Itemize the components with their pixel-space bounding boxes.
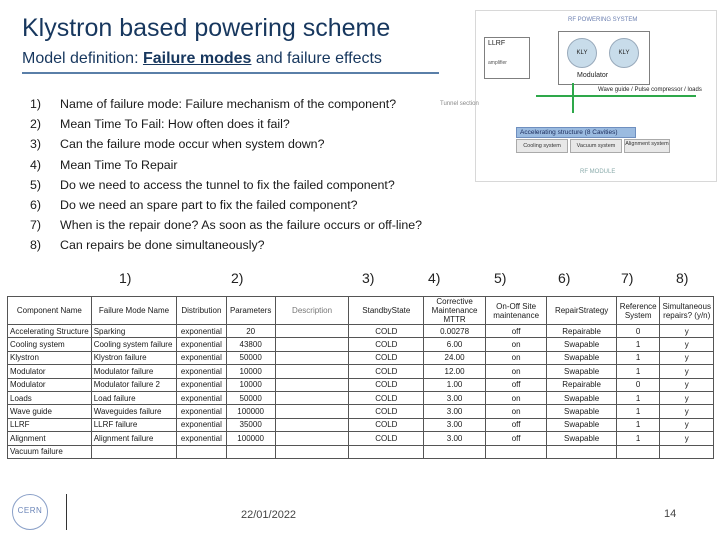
table-cell: Klystron [8,351,92,364]
column-header: RepairStrategy [547,297,616,325]
waveguide-label: Wave guide / Pulse compressor / loads [598,87,702,93]
table-cell: Accelerating Structure [8,325,92,338]
table-cell: 100000 [226,405,275,418]
table-cell: exponential [177,378,226,391]
table-cell [349,445,424,458]
table-cell: off [485,418,547,431]
table-cell [275,432,349,445]
table-cell: COLD [349,405,424,418]
question-item [30,235,422,255]
table-cell: 35000 [226,418,275,431]
column-number: 8) [676,270,689,286]
column-number: 2) [231,270,244,286]
table-cell: exponential [177,405,226,418]
table-cell: Swapable [547,365,616,378]
table-cell: 10000 [226,378,275,391]
table-cell [424,445,486,458]
table-cell [275,378,349,391]
accelerating-structure-bar: Accelerating structure (8 Cavities) [516,127,636,138]
table-cell: 24.00 [424,351,486,364]
question-number: 5) [30,177,42,192]
column-header: Description [275,297,349,325]
table-header-row [8,297,714,325]
rf-line-vertical [572,83,574,113]
table-row [8,405,714,418]
table-cell: Swapable [547,405,616,418]
table-cell: Waveguides failure [91,405,177,418]
table-cell: exponential [177,418,226,431]
column-header: Corrective Maintenance MTTR [424,297,486,325]
table-cell: 1 [616,351,660,364]
question-number: 7) [30,218,42,233]
diagram-top-label: RF POWERING SYSTEM [568,17,638,23]
table-cell [275,338,349,351]
table-cell: COLD [349,325,424,338]
table-cell [660,445,714,458]
question-item [30,94,422,114]
column-header: Reference System [616,297,660,325]
cern-logo-text: CERN [17,506,43,515]
diagram-bottom-label: RF MODULE [580,169,616,175]
table-cell: 3.00 [424,432,486,445]
question-item [30,155,422,175]
column-number: 5) [494,270,507,286]
table-cell: Repairable [547,325,616,338]
table-cell: 1 [616,418,660,431]
table-cell: COLD [349,432,424,445]
table-cell: Cooling system [8,338,92,351]
table-cell: Vacuum failure [8,445,92,458]
table-cell: Alignment failure [91,432,177,445]
table-cell: COLD [349,391,424,404]
table-cell: Swapable [547,391,616,404]
table-cell: Sparking [91,325,177,338]
table-row [8,351,714,364]
table-cell: on [485,338,547,351]
table-cell: Swapable [547,432,616,445]
table-cell: COLD [349,351,424,364]
column-header: Distribution [177,297,226,325]
table-row [8,338,714,351]
question-item [30,215,422,235]
table-cell: Modulator failure [91,365,177,378]
column-number: 6) [558,270,571,286]
table-cell: 1.00 [424,378,486,391]
table-cell [275,418,349,431]
table-row [8,445,714,458]
table-cell: 3.00 [424,418,486,431]
table-cell [616,445,660,458]
table-cell: y [660,325,714,338]
table-cell: off [485,432,547,445]
slide-date: 22/01/2022 [241,509,297,521]
question-text: Mean Time To Repair [60,157,178,172]
table-row [8,378,714,391]
column-number: 1) [119,270,132,286]
table-cell: COLD [349,338,424,351]
table-cell: 1 [616,365,660,378]
subtitle-underline [22,72,439,74]
table-row [8,432,714,445]
table-cell [275,325,349,338]
table-cell [177,445,226,458]
table-cell: 100000 [226,432,275,445]
table-cell: off [485,378,547,391]
table-cell: on [485,365,547,378]
klystron-2: KLY [609,38,639,68]
modulator-label: Modulator [577,72,609,79]
table-body [8,325,714,459]
question-text: Do we need an spare part to fix the failed component? [60,197,358,212]
table-cell: on [485,351,547,364]
table-cell: Alignment [8,432,92,445]
subtitle-highlight: Failure modes [142,50,252,67]
column-header: Simultaneous repairs? (y/n) [660,297,714,325]
table-row [8,391,714,404]
question-number: 8) [30,238,42,253]
table-cell: exponential [177,351,226,364]
question-item [30,114,422,134]
table-row [8,325,714,338]
subtitle-suffix: and failure effects [251,50,382,67]
question-text: Name of failure mode: Failure mechanism of the component? [60,97,397,111]
table-cell [275,365,349,378]
table-cell: exponential [177,432,226,445]
table-cell: COLD [349,378,424,391]
table-cell: Modulator [8,365,92,378]
table-cell: on [485,405,547,418]
rf-powering-diagram [440,10,717,182]
table-cell: Swapable [547,418,616,431]
llrf-sub-label: amplifier [488,60,507,66]
table-cell [91,445,177,458]
alignment-system-cell: Alignment system [624,139,670,153]
page-number: 14 [664,508,677,520]
table-cell: y [660,378,714,391]
table-cell: exponential [177,325,226,338]
table-cell: 10000 [226,365,275,378]
table-cell: y [660,365,714,378]
table-cell [275,391,349,404]
slide-subtitle [22,50,382,68]
table-cell [275,351,349,364]
table-cell: 1 [616,405,660,418]
table-cell: Modulator failure 2 [91,378,177,391]
table-cell: on [485,391,547,404]
table-cell: y [660,391,714,404]
table-cell: y [660,418,714,431]
table-cell: exponential [177,365,226,378]
table-cell [485,445,547,458]
table-cell: off [485,325,547,338]
table-cell: Loads [8,391,92,404]
table-cell [226,445,275,458]
tunnel-label: Tunnel section [440,101,479,107]
table-cell: 0 [616,378,660,391]
table-cell: 50000 [226,391,275,404]
table-cell: 43800 [226,338,275,351]
table-cell: 3.00 [424,391,486,404]
cooling-system-cell: Cooling system [516,139,568,153]
table-cell: 6.00 [424,338,486,351]
table-cell: COLD [349,365,424,378]
column-number: 4) [428,270,441,286]
table-cell: 1 [616,338,660,351]
llrf-label: LLRF [488,40,506,47]
table-cell: 1 [616,432,660,445]
rf-line-horizontal [536,95,696,97]
table-cell: Wave guide [8,405,92,418]
column-header: Failure Mode Name [91,297,177,325]
question-item [30,195,422,215]
footer-divider [66,494,67,530]
klystron-1: KLY [567,38,597,68]
table-cell: Repairable [547,378,616,391]
modulator-box [558,31,650,85]
question-text: Can repairs be done simultaneously? [60,238,265,253]
question-text: When is the repair done? As soon as the failure occurs or off-line? [60,218,423,233]
table-cell [275,445,349,458]
question-number: 6) [30,197,42,212]
table-cell: Cooling system failure [91,338,177,351]
column-number: 3) [362,270,375,286]
question-text: Can the failure mode occur when system down? [60,137,325,152]
table-row [8,418,714,431]
question-number: 4) [30,157,42,172]
column-number: 7) [621,270,634,286]
table-cell: 0 [616,325,660,338]
table-cell: 0.00278 [424,325,486,338]
table-cell: Klystron failure [91,351,177,364]
table-cell: LLRF [8,418,92,431]
table-cell [275,405,349,418]
question-item [30,134,422,154]
question-list [30,94,422,256]
table-cell: Swapable [547,351,616,364]
table-cell: LLRF failure [91,418,177,431]
llrf-box [484,37,530,79]
vacuum-system-cell: Vacuum system [570,139,622,153]
column-header: Component Name [8,297,92,325]
question-text: Do we need to access the tunnel to fix the failed component? [60,177,395,192]
table-cell: exponential [177,391,226,404]
table-cell [547,445,616,458]
table-cell: Load failure [91,391,177,404]
slide-title: Klystron based powering scheme [22,14,391,42]
failure-modes-table [7,296,714,459]
column-header: StandbyState [349,297,424,325]
question-item [30,175,422,195]
table-cell: 50000 [226,351,275,364]
table-row [8,365,714,378]
question-number: 1) [30,97,42,111]
table-cell: 1 [616,391,660,404]
table-cell: y [660,432,714,445]
table-cell: 20 [226,325,275,338]
question-number: 2) [30,117,42,132]
subtitle-prefix: Model definition: [22,50,143,67]
table-cell: 12.00 [424,365,486,378]
table-cell: y [660,338,714,351]
column-header: Parameters [226,297,275,325]
table-cell: y [660,405,714,418]
table-cell: Modulator [8,378,92,391]
table-cell: Swapable [547,338,616,351]
column-header: On-Off Site maintenance [485,297,547,325]
question-number: 3) [30,137,42,152]
table-cell: exponential [177,338,226,351]
table-cell: y [660,351,714,364]
question-text: Mean Time To Fail: How often does it fail? [60,117,290,132]
table-cell: COLD [349,418,424,431]
table-cell: 3.00 [424,405,486,418]
